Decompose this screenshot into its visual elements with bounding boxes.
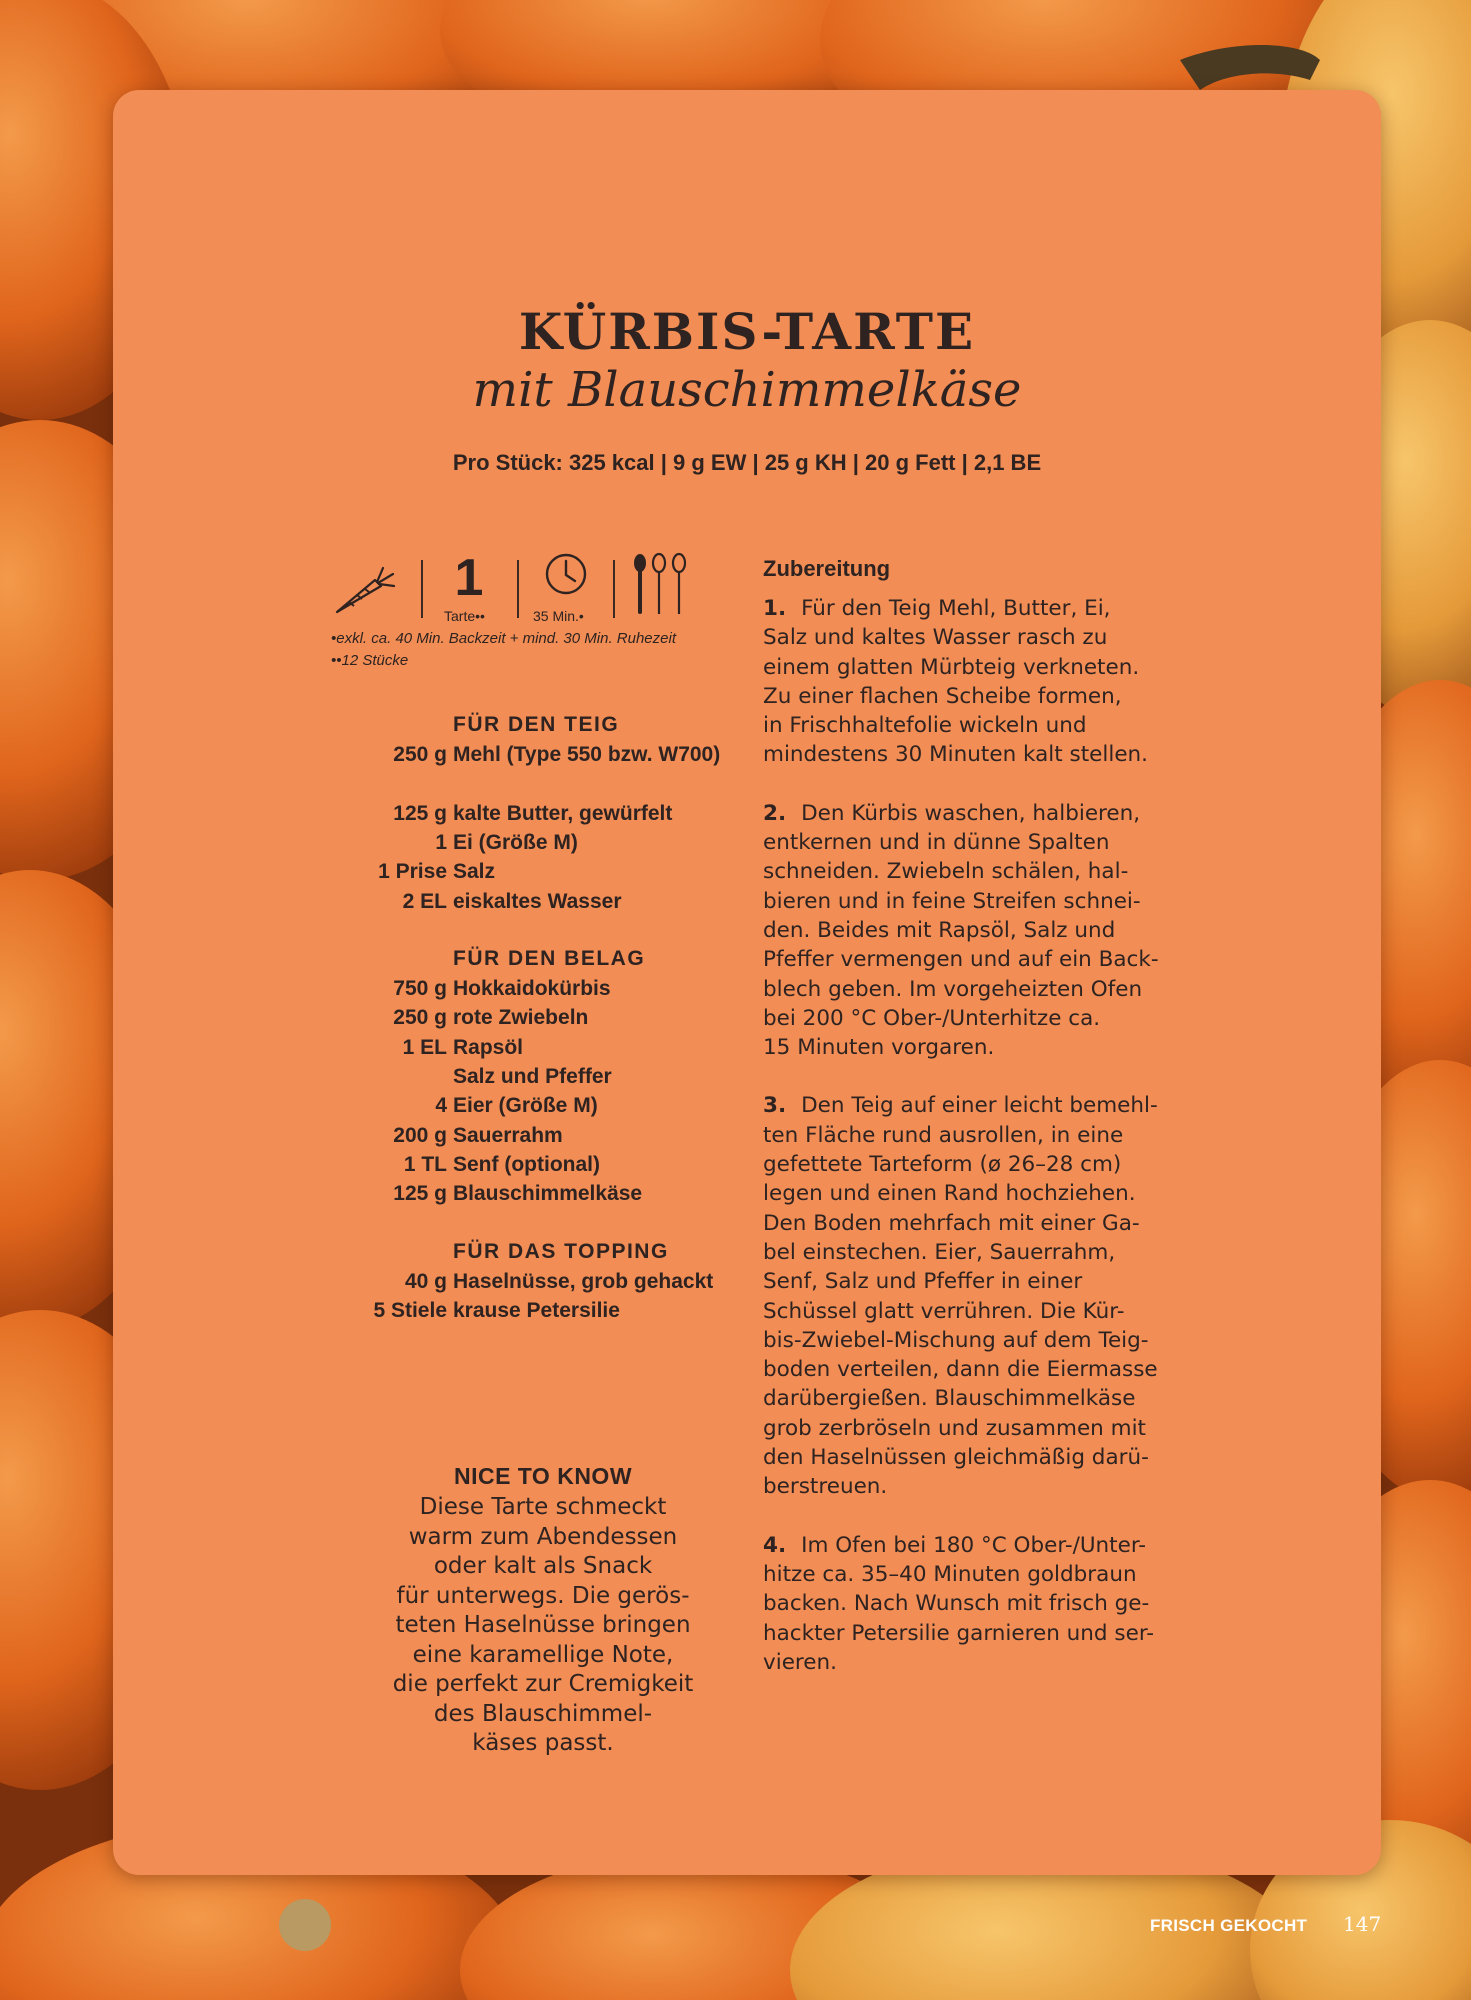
step-text-line: grob zerbröseln und zusammen mit bbox=[763, 1415, 1146, 1441]
ingredient-amount: 1 Prise bbox=[378, 860, 447, 884]
preparation-step bbox=[763, 1091, 1203, 1501]
ingredient-amount: 2 EL bbox=[402, 889, 447, 913]
step-text-line: den Haselnüssen gleichmäßig darü- bbox=[763, 1445, 1149, 1471]
nice-to-know-line: käses passt. bbox=[472, 1730, 614, 1756]
step-text-line: darübergießen. Blauschimmelkäse bbox=[763, 1386, 1136, 1412]
step-text-line: blech geben. Im vorgeheizten Ofen bbox=[763, 976, 1143, 1002]
ingredient-name: krause Petersilie bbox=[453, 1299, 620, 1323]
ingredient-name: eiskaltes Wasser bbox=[453, 889, 622, 913]
step-text-line: bel einstechen. Eier, Sauerrahm, bbox=[763, 1239, 1116, 1265]
preparation-heading: Zubereitung bbox=[763, 556, 891, 581]
ingredient-name: Rapsöl bbox=[453, 1035, 524, 1059]
step-text-line: legen und einen Rand hochziehen. bbox=[763, 1181, 1136, 1207]
nice-to-know-line: eine karamellige Note, bbox=[412, 1641, 674, 1668]
step-number: 1. bbox=[763, 596, 802, 621]
nice-to-know-line: oder kalt als Snack bbox=[433, 1553, 653, 1579]
step-text-line: berstreuen. bbox=[763, 1474, 888, 1500]
step-text-line: bis-Zwiebel-Mischung auf dem Teig- bbox=[763, 1327, 1149, 1353]
ingredient-name: Blauschimmelkäse bbox=[453, 1182, 643, 1206]
ingredient-amount: 125 g bbox=[393, 1182, 447, 1206]
ingredient-amount: 40 g bbox=[404, 1270, 447, 1293]
step-text-line: vieren. bbox=[763, 1649, 837, 1675]
page-number: 147 bbox=[1343, 1912, 1382, 1936]
nice-to-know-line: des Blauschimmel- bbox=[433, 1700, 653, 1727]
preparation-steps bbox=[763, 594, 1203, 1706]
ingredient-name: Ei (Größe M) bbox=[453, 830, 578, 854]
ingredient-amount: 125 g bbox=[393, 801, 447, 825]
nice-to-know-line: teten Haselnüsse bringen bbox=[395, 1612, 691, 1638]
preparation-step bbox=[763, 594, 1203, 770]
step-text-line: Pfeffer vermengen und auf ein Back- bbox=[763, 947, 1159, 973]
ingredient-name: rote Zwiebeln bbox=[453, 1006, 589, 1030]
ingredient-amount: 250 g bbox=[393, 743, 447, 766]
step-text-line: entkernen und in dünne Spalten bbox=[763, 830, 1110, 856]
step-text-line: gefettete Tarteform (ø 26–28 cm) bbox=[763, 1152, 1122, 1178]
step-text-line: Den Boden mehrfach mit einer Ga- bbox=[763, 1210, 1140, 1236]
step-text-line: Zu einer flachen Scheibe formen, bbox=[763, 683, 1122, 709]
ingredient-name: Eier (Größe M) bbox=[453, 1094, 598, 1118]
nice-to-know-text bbox=[343, 1493, 743, 1759]
step-text-line: den. Beides mit Rapsöl, Salz und bbox=[763, 917, 1116, 943]
step-text-line: einem glatten Mürbteig verkneten. bbox=[763, 654, 1140, 680]
step-text-line: bieren und in feine Streifen schnei- bbox=[763, 888, 1141, 914]
ingredient-name: kalte Butter, gewürfelt bbox=[453, 801, 673, 825]
ingredient-name: Haselnüsse, grob gehackt bbox=[453, 1270, 714, 1293]
nice-to-know-line: Diese Tarte schmeckt bbox=[419, 1494, 667, 1520]
ingredient-name: Hokkaidokürbis bbox=[453, 977, 611, 1000]
ingredient-name: Salz und Pfeffer bbox=[453, 1064, 612, 1088]
nice-to-know-heading: NICE TO KNOW bbox=[453, 1463, 633, 1489]
ingredient-amount: 5 Stiele bbox=[373, 1299, 447, 1323]
step-text-line: backen. Nach Wunsch mit frisch ge- bbox=[763, 1591, 1150, 1617]
step-text-line: Den Kürbis waschen, halbieren, bbox=[801, 800, 1141, 826]
step-number: 4. bbox=[763, 1532, 802, 1558]
ingredient-amount: 1 bbox=[435, 830, 447, 854]
section-heading-teig: FÜR DEN TEIG bbox=[453, 713, 620, 736]
nice-to-know-line: warm zum Abendessen bbox=[408, 1523, 678, 1550]
preparation-step bbox=[763, 1531, 1203, 1677]
footnote-time: •exkl. ca. 40 Min. Backzeit + mind. 30 Min. Ruhezeit bbox=[331, 630, 676, 647]
nutrition-info: Pro Stück: 325 kcal | 9 g EW | 25 g KH | 20 g Fett | 2,1 BE bbox=[452, 450, 1042, 475]
recipe-card bbox=[113, 90, 1381, 1875]
ingredient-amount: 4 bbox=[435, 1094, 447, 1118]
step-text-line: schneiden. Zwiebeln schälen, hal- bbox=[763, 859, 1129, 885]
step-text-line: hitze ca. 35–40 Minuten goldbraun bbox=[763, 1561, 1137, 1587]
ingredient-amount: 1 EL bbox=[402, 1035, 447, 1059]
step-text-line: hackter Petersilie garnieren und ser- bbox=[763, 1620, 1155, 1646]
ingredient-name: Salz bbox=[453, 860, 496, 884]
step-text-line: 15 Minuten vorgaren. bbox=[763, 1035, 995, 1061]
step-number: 3. bbox=[763, 1093, 802, 1119]
prep-time: 35 Min.• bbox=[533, 608, 584, 624]
step-text-line: Im Ofen bei 180 °C Ober-/Unter- bbox=[801, 1532, 1147, 1558]
ingredient-name: Mehl (Type 550 bzw. W700) bbox=[453, 743, 721, 766]
preparation-step bbox=[763, 799, 1203, 1063]
ingredient-amount: 250 g bbox=[393, 1006, 447, 1030]
ingredient-amount: 200 g bbox=[393, 1123, 447, 1147]
ingredient-name: Sauerrahm bbox=[453, 1123, 563, 1147]
ingredient-name: Senf (optional) bbox=[453, 1152, 600, 1176]
recipe-subtitle: mit Blauschimmelkäse bbox=[472, 362, 1022, 418]
yield-number: 1 bbox=[454, 549, 484, 607]
yield-unit: Tarte•• bbox=[444, 608, 485, 624]
step-text-line: mindestens 30 Minuten kalt stellen. bbox=[763, 742, 1149, 768]
section-heading-topping: FÜR DAS TOPPING bbox=[453, 1240, 669, 1263]
step-text-line: Salz und kaltes Wasser rasch zu bbox=[763, 625, 1108, 651]
recipe-title: KÜRBIS-TARTE bbox=[518, 302, 976, 361]
step-number: 2. bbox=[763, 800, 802, 826]
ingredient-amount: 1 TL bbox=[403, 1152, 447, 1176]
step-text-line: Für den Teig Mehl, Butter, Ei, bbox=[801, 596, 1111, 621]
step-text-line: in Frischhaltefolie wickeln und bbox=[763, 713, 1087, 739]
footnote-pieces: ••12 Stücke bbox=[331, 652, 409, 669]
step-text-line: boden verteilen, dann die Eiermasse bbox=[763, 1357, 1158, 1383]
nice-to-know-line: für unterwegs. Die gerös- bbox=[396, 1582, 690, 1609]
step-text-line: bei 200 °C Ober-/Unterhitze ca. bbox=[763, 1005, 1101, 1031]
step-text-line: Schüssel glatt verrühren. Die Kür- bbox=[763, 1298, 1125, 1324]
section-heading-belag: FÜR DEN BELAG bbox=[453, 947, 646, 970]
step-text-line: ten Fläche rund ausrollen, in eine bbox=[763, 1122, 1124, 1148]
ingredient-amount: 750 g bbox=[393, 977, 447, 1000]
section-label: FRISCH GEKOCHT bbox=[1150, 1916, 1308, 1935]
step-text-line: Den Teig auf einer leicht bemehl- bbox=[801, 1093, 1158, 1119]
nice-to-know-line: die perfekt zur Cremigkeit bbox=[392, 1671, 694, 1697]
step-text-line: Senf, Salz und Pfeffer in einer bbox=[763, 1269, 1083, 1295]
